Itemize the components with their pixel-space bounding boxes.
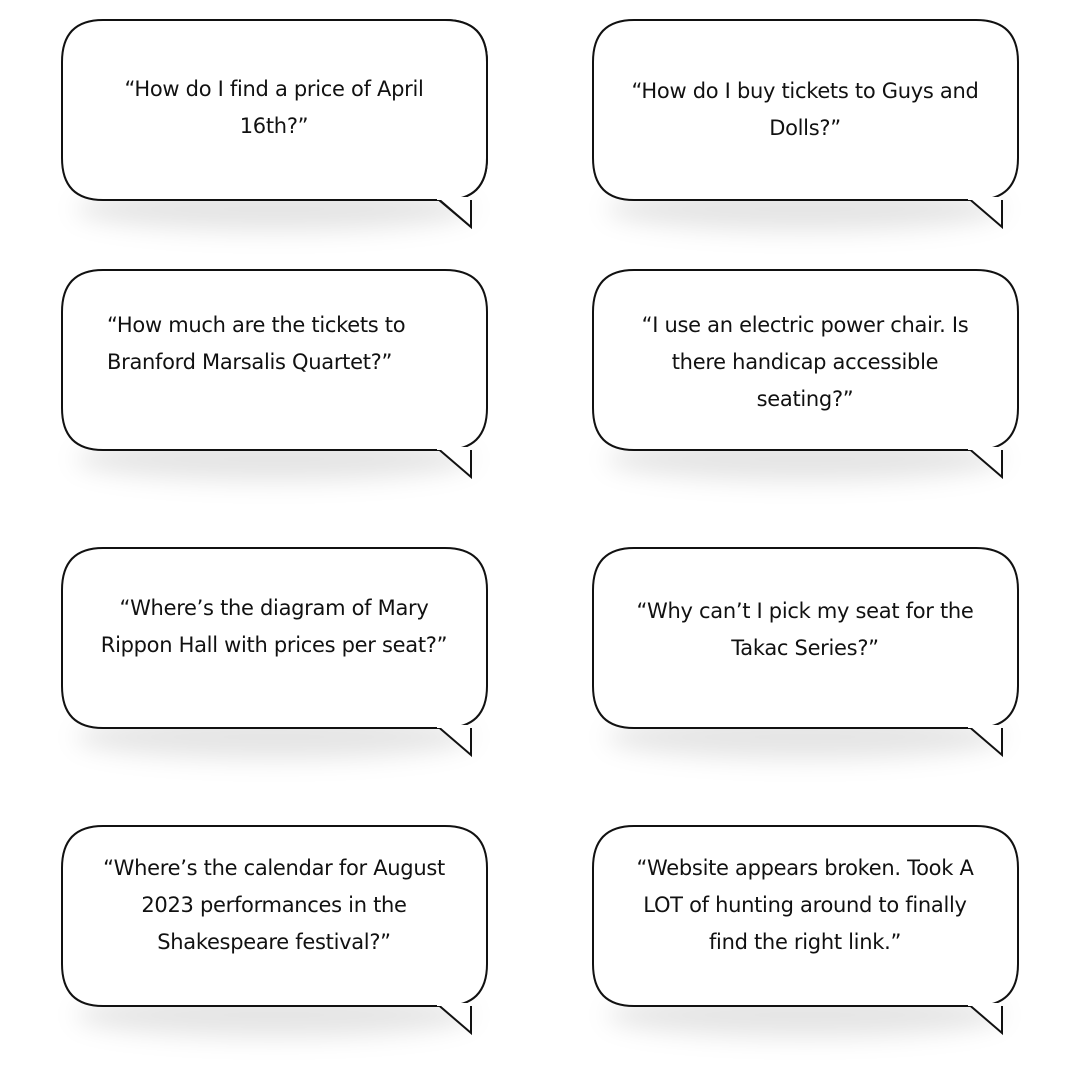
speech-bubble-6 [592,547,1018,729]
speech-bubble-8 [592,825,1018,1007]
speech-bubble-7 [61,825,487,1007]
customer-quote: “How do I find a price of April 16th?” [124,77,424,138]
speech-bubble-5 [61,547,487,729]
speech-bubble-4 [592,269,1018,451]
customer-quote: “How do I buy tickets to Guys and Dolls?” [631,79,979,140]
customer-quote: “Why can’t I pick my seat for the Takac Series?” [636,599,974,660]
speech-bubble-3 [61,269,487,451]
customer-quote: “How much are the tickets to Branford Marsalis Quartet?” [107,313,406,374]
speech-bubble-2 [592,19,1018,201]
speech-bubble-1 [61,19,487,201]
customer-quote: “Where’s the calendar for August 2023 performances in the Shakespeare festival?” [103,856,445,954]
customer-quote: “Website appears broken. Took A LOT of hunting around to finally find the right link.” [636,856,974,954]
customer-quote: “I use an electric power chair. Is there handicap accessible seating?” [641,313,969,411]
customer-quote: “Where’s the diagram of Mary Rippon Hall with prices per seat?” [100,596,448,657]
